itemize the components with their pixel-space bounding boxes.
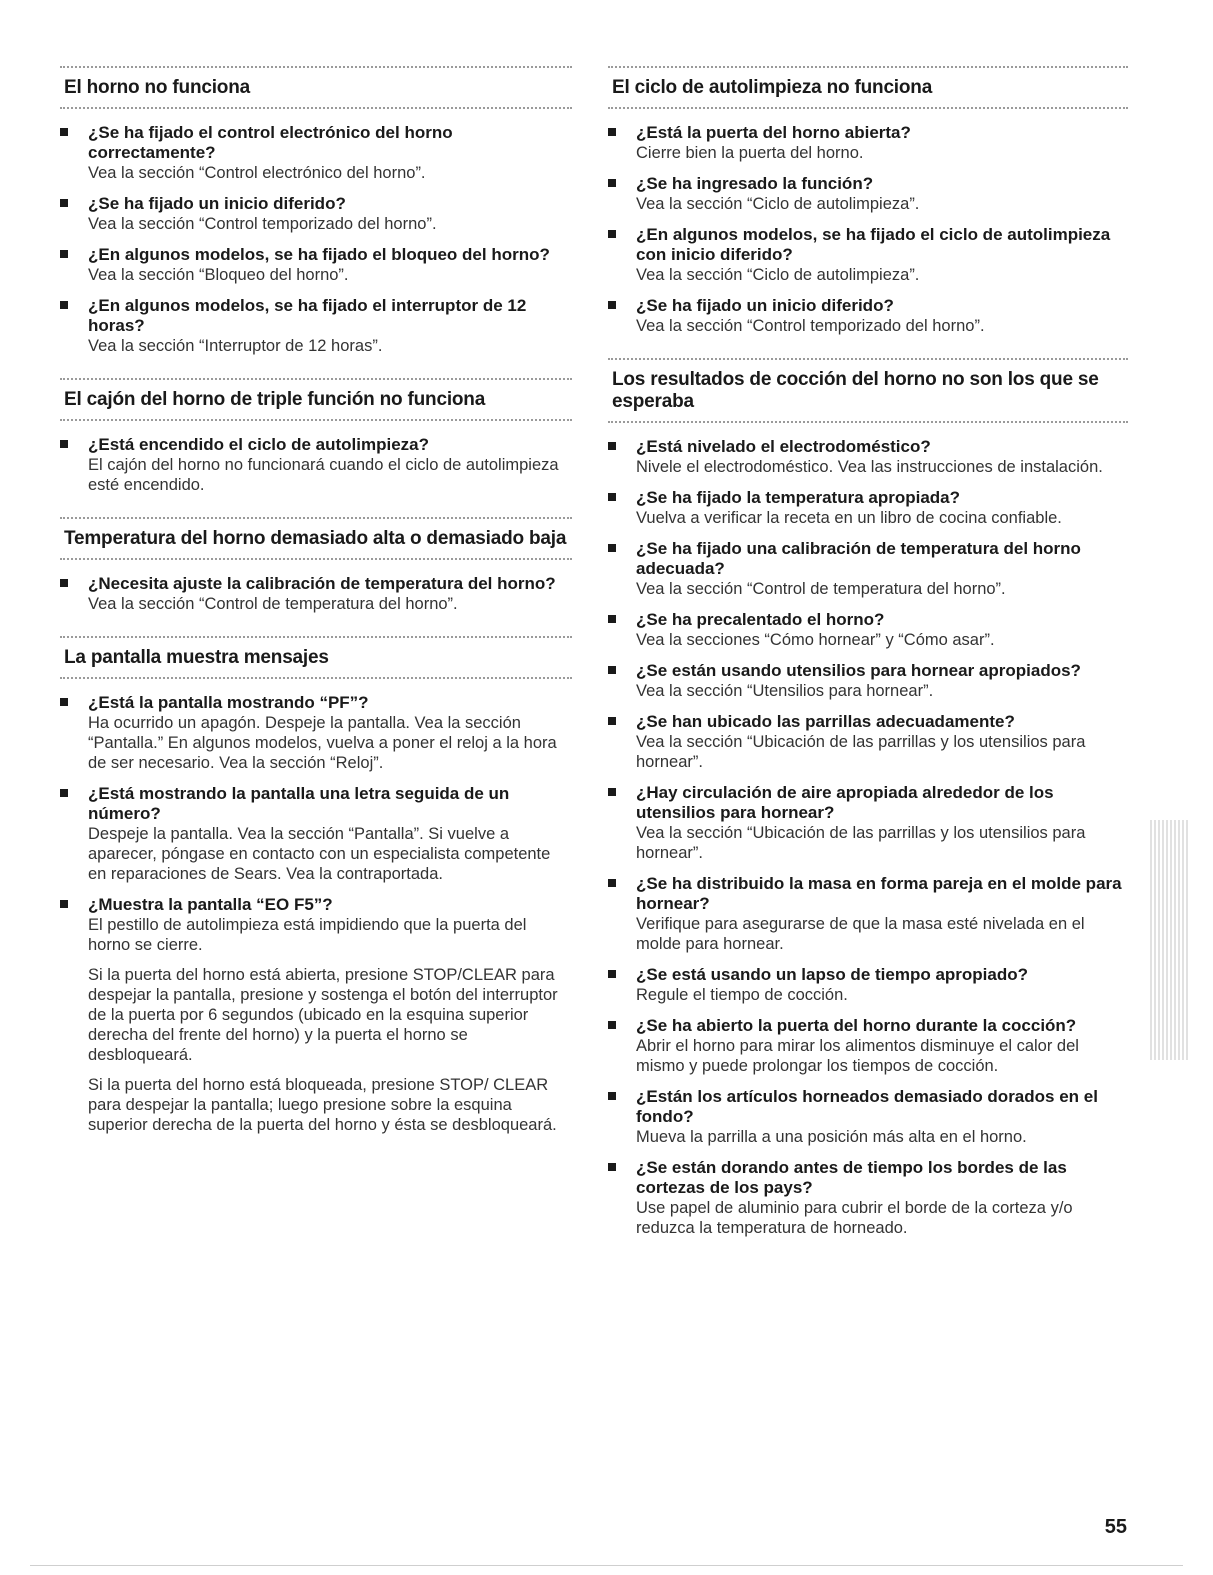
answer-text: Use papel de aluminio para cubrir el borde de la corteza y/o reduzca la temperatura de horneado. [636,1199,1073,1237]
square-bullet-icon [60,301,68,309]
section-title: Temperatura del horno demasiado alta o demasiado baja [64,528,567,549]
answer-text: Nivele el electrodoméstico. Vea las instrucciones de instalación. [636,458,1103,476]
side-scan-artifact [1150,820,1188,1060]
section-title: Los resultados de cocción del horno no son los que se esperaba [612,369,1099,412]
question-item [608,712,1128,772]
section-title: El ciclo de autolimpieza no funciona [612,77,933,98]
answer-text: Vea la sección “Control temporizado del horno”. [636,317,985,335]
question-list [60,574,572,614]
question-text: ¿Se ha distribuido la masa en forma pareja en el molde para hornear? [636,874,1122,913]
question-item [608,783,1128,863]
square-bullet-icon [608,666,616,674]
question-text: ¿Se ha fijado una calibración de temperatura del horno adecuada? [636,539,1081,578]
question-text: ¿Se ha abierto la puerta del horno durante la cocción? [636,1016,1077,1035]
square-bullet-icon [608,615,616,623]
question-text: ¿Se están usando utensilios para hornear apropiados? [636,661,1081,680]
section-rule-bottom [608,107,1128,109]
question-text: ¿Se ha ingresado la función? [636,174,874,193]
question-list [608,437,1128,1238]
square-bullet-icon [608,301,616,309]
question-text: ¿Necesita ajuste la calibración de temperatura del horno? [88,574,556,593]
question-text: ¿Está la pantalla mostrando “PF”? [88,693,369,712]
section-rule-bottom [60,419,572,421]
troubleshooting-section [608,66,1128,336]
question-text: ¿Hay circulación de aire apropiada alrededor de los utensilios para hornear? [636,783,1054,822]
question-text: ¿Se ha precalentado el horno? [636,610,885,629]
question-text: ¿Se han ubicado las parrillas adecuadamente? [636,712,1015,731]
question-item [608,225,1128,285]
answer-text: Regule el tiempo de cocción. [636,986,848,1004]
question-item [608,488,1128,528]
square-bullet-icon [60,579,68,587]
question-item [608,1158,1128,1238]
answer-text: Vea la sección “Ciclo de autolimpieza”. [636,195,920,213]
question-text: ¿Muestra la pantalla “EO F5”? [88,895,333,914]
answer-text: Vea la sección “Control de temperatura del horno”. [636,580,1006,598]
question-text: ¿Está mostrando la pantalla una letra seguida de un número? [88,784,510,823]
troubleshooting-section [608,358,1128,1238]
answer-text: Cierre bien la puerta del horno. [636,144,864,162]
square-bullet-icon [608,493,616,501]
question-text: ¿Se están dorando antes de tiempo los bordes de las cortezas de los pays? [636,1158,1067,1197]
answer-text: Vea la sección “Ciclo de autolimpieza”. [636,266,920,284]
answer-text: Vea la sección “Control de temperatura del horno”. [88,595,458,613]
answer-text: Vea la sección “Bloqueo del horno”. [88,266,349,284]
bottom-rule [30,1565,1183,1566]
answer-text: Vea la sección “Ubicación de las parrillas y los utensilios para hornear”. [636,733,1086,771]
square-bullet-icon [608,1021,616,1029]
square-bullet-icon [60,789,68,797]
question-text: ¿Está la puerta del horno abierta? [636,123,911,142]
question-item [60,784,572,884]
answer-text: Abrir el horno para mirar los alimentos disminuye el calor del mismo y puede prolongar los tiempos de cocción. [636,1037,1079,1075]
answer-text: Vea la sección “Ubicación de las parrillas y los utensilios para hornear”. [636,824,1086,862]
square-bullet-icon [608,230,616,238]
question-text: ¿Se está usando un lapso de tiempo apropiado? [636,965,1028,984]
question-item [608,1087,1128,1147]
section-rule-bottom [60,558,572,560]
question-item [60,296,572,356]
square-bullet-icon [608,879,616,887]
answer-text: Vea la sección “Control electrónico del horno”. [88,164,426,182]
page-number: 55 [1104,1516,1127,1538]
question-text: ¿Se ha fijado el control electrónico del horno correctamente? [88,123,453,162]
question-text: ¿Se ha fijado un inicio diferido? [88,194,346,213]
answer-text: Vea la sección “Utensilios para hornear”. [636,682,934,700]
answer-text: Vea la sección “Control temporizado del horno”. [88,215,437,233]
answer-text: Si la puerta del horno está abierta, presione STOP/CLEAR para despejar la pantalla, presione y sostenga el botón del interruptor de la puerta por 6 segundos (ubicado en la esquina superior derecha del frente del horno) y la puerta el horno se desbloqueará. [88,966,558,1064]
answer-text: Si la puerta del horno está bloqueada, presione STOP/ CLEAR para despejar la pantalla; luego presione sobre la esquina superior derecha de la puerta del horno y ésta se desbloqueará. [88,1076,557,1134]
question-item [608,965,1128,1005]
square-bullet-icon [608,970,616,978]
section-title: El cajón del horno de triple función no funciona [64,389,486,410]
square-bullet-icon [608,179,616,187]
square-bullet-icon [60,900,68,908]
troubleshooting-section [60,517,572,614]
square-bullet-icon [60,440,68,448]
question-text: ¿Se ha fijado un inicio diferido? [636,296,894,315]
square-bullet-icon [608,544,616,552]
answer-text: El pestillo de autolimpieza está impidiendo que la puerta del horno se cierre. [88,916,527,954]
question-item [608,661,1128,701]
answer-text: Vea la sección “Interruptor de 12 horas”. [88,337,383,355]
square-bullet-icon [608,717,616,725]
answer-text: Ha ocurrido un apagón. Despeje la pantalla. Vea la sección “Pantalla.” En algunos modelos, vuelva a poner el reloj a la hora de ser necesario. Vea la sección “Reloj”. [88,714,557,772]
troubleshooting-section [60,66,572,356]
question-list [60,435,572,495]
question-item [60,693,572,773]
left-column [60,66,572,1157]
section-rule-bottom [60,677,572,679]
section-title: El horno no funciona [64,77,250,98]
question-list [60,123,572,356]
question-item [608,174,1128,214]
question-item [608,296,1128,336]
answer-text: Despeje la pantalla. Vea la sección “Pantalla”. Si vuelve a aparecer, póngase en contacto con un especialista competente en reparaciones de Sears. Vea la contraportada. [88,825,551,883]
section-title: La pantalla muestra mensajes [64,647,329,668]
section-rule-bottom [60,107,572,109]
question-item [60,895,572,1135]
square-bullet-icon [608,1092,616,1100]
question-item [608,610,1128,650]
question-list [60,693,572,1135]
troubleshooting-section [60,378,572,495]
question-item [60,123,572,183]
question-item [608,123,1128,163]
question-item [608,539,1128,599]
question-text: ¿En algunos modelos, se ha fijado el bloqueo del horno? [88,245,550,264]
square-bullet-icon [608,1163,616,1171]
square-bullet-icon [608,442,616,450]
square-bullet-icon [60,199,68,207]
question-item [60,574,572,614]
square-bullet-icon [60,128,68,136]
question-item [608,437,1128,477]
troubleshooting-section [60,636,572,1135]
question-item [608,1016,1128,1076]
question-text: ¿Se ha fijado la temperatura apropiada? [636,488,961,507]
question-text: ¿En algunos modelos, se ha fijado el ciclo de autolimpieza con inicio diferido? [636,225,1111,264]
square-bullet-icon [608,128,616,136]
answer-text: Vea la secciones “Cómo hornear” y “Cómo asar”. [636,631,995,649]
question-text: ¿Están los artículos horneados demasiado dorados en el fondo? [636,1087,1098,1126]
square-bullet-icon [60,698,68,706]
question-text: ¿Está nivelado el electrodoméstico? [636,437,931,456]
question-item [60,194,572,234]
section-rule-bottom [608,421,1128,423]
square-bullet-icon [608,788,616,796]
answer-text: Mueva la parrilla a una posición más alta en el horno. [636,1128,1027,1146]
square-bullet-icon [60,250,68,258]
right-column [608,66,1128,1260]
question-text: ¿En algunos modelos, se ha fijado el interruptor de 12 horas? [88,296,527,335]
question-list [608,123,1128,336]
question-item [608,874,1128,954]
answer-text: Vuelva a verificar la receta en un libro de cocina confiable. [636,509,1062,527]
answer-text: El cajón del horno no funcionará cuando el ciclo de autolimpieza esté encendido. [88,456,559,494]
question-text: ¿Está encendido el ciclo de autolimpieza? [88,435,430,454]
question-item [60,435,572,495]
question-item [60,245,572,285]
answer-text: Verifique para asegurarse de que la masa esté nivelada en el molde para hornear. [636,915,1085,953]
